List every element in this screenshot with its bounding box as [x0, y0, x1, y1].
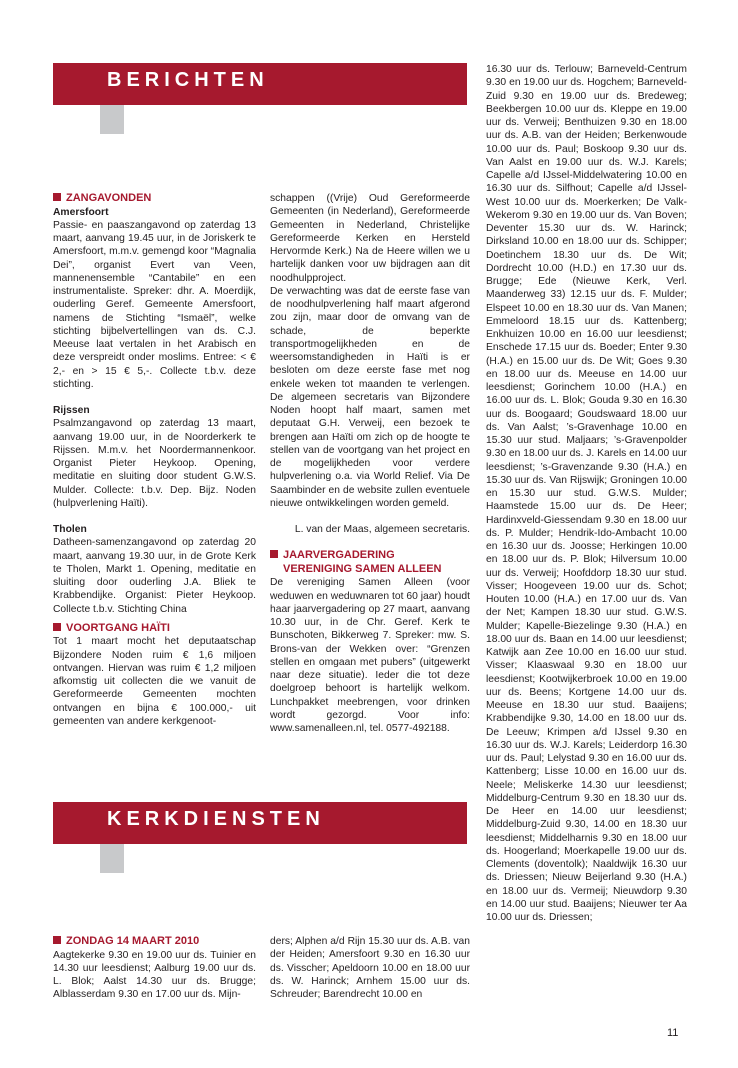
bullet-square-icon [53, 936, 61, 944]
voortgang-continued-2: De verwachting was dat de eerste fase van de noodhulpverlening half maart afgerond zou zijn, maar door de omvang van de schade, de beperkte transportmogelijkheden en de weersomstandigheden in Haïti is er besloten om deze eerste fase met nog enkele weken tot maanden te verlengen. De algemeen secretaris van Bijzondere Noden hoopt half maart, samen met deputaat G.H. Verweij, een bezoek te brengen aan Haïti om zich op de hoogte te stellen van de voortgang van het project en de mogelijkheden voor verdere hulpverlening o.a. via World Relief. Via De Saambinder en de website zullen eventuele nieuwe ontwikkelingen worden gemeld. [270, 285, 470, 509]
column-3 [486, 63, 687, 924]
signature: L. van der Maas, algemeen secretaris. [294, 524, 470, 535]
amersfoort-title: Amersfoort [53, 206, 109, 218]
kerkdiensten-text-3: 16.30 uur ds. Terlouw; Barneveld-Centrum 9.30 en 19.00 uur ds. Hogchem; Barneveld-Zuid 9.30 en 19.00 uur ds. Bredeweg; Beekbergen 10.00 uur ds. Kleppe en 19.00 uur ds. Verweij; Benthuizen 9.30 en 18.00 uur ds. A.B. van der Heiden; Berkenwoude 10.00 uur ds. Paul; Boskoop 9.30 uur ds. Van Aalst en 19.00 uur ds. W.J. Karels; Capelle a/d IJssel-Middelwatering 10.00 en 16.30 uur ds. Silfhout; Capelle a/d IJssel-West 10.00 uur ds. Moerkerken; De Valk-Wekerom 9.30 en 19.00 uur ds. Van Boven; Deventer 15.30 uur ds. W. Harinck; Dirksland 10.00 en 18.00 uur ds. Schipper; Doetinchem 18.30 uur ds. De Wit; Dordrecht 10.00 (H.D.) en 17.30 uur ds. Brugge; Ede (Nieuwe Kerk, Verl. Maanderweg 33) 12.15 uur ds. F. Mulder; Elspeet 10.00 en 18.30 uur ds. Van Manen; Emmeloord 18.15 uur ds. Kattenberg; Enkhuizen 10.00 en 16.00 uur leesdienst; Enschede 17.15 uur ds. Boeder; Enter 9.30 (H.A.) en 15.00 uur ds. De Wit; Goes 9.30 en 18.00 uur ds. Meeuse en 14.00 uur leesdienst; Gorinchem 10.00 (H.A.) en 16.00 uur ds. L. Blok; Gouda 9.30 en 16.30 uur ds. Boogaard; Goudswaard 18.00 uur ds. Van Aalst; ’s-Gravenhage 10.00 en 15.30 uur stud. Maljaars; ’s-Gravenpolder 9.30 en 18.00 uur ds. J. Karels en 14.00 uur leesdienst; ’s-Gravenzande 9.30 (H.A.) en 15.30 uur ds. Van Rijswijk; Groningen 10.00 en 15.30 uur stud. G.W.S. Mulder; Haamstede 15.00 uur ds. De Heer; Hardinxveld-Giessendam 9.30 en 18.00 uur ds. P. Mulder; Hendrik-Ido-Ambacht 10.00 en 16.30 uur ds. Joosse; Herkingen 10.00 en 18.00 uur ds. P. Blok; Hilversum 10.00 uur ds. Verweij; Hoofddorp 18.30 uur stud. Visser; Hoogeveen 19.00 uur ds. Schot; Houten 10.00 (H.A.) en 17.00 uur ds. Van der Net; Kampen 18.30 uur stud. G.W.S. Mulder; Kapelle-Biezelinge 9.30 (H.A.) en 18.00 uur ds. Baan en 14.00 uur leesdienst; Katwijk aan Zee 10.00 en 16.00 uur stud. Visser; Klaaswaal 9.30 en 18.00 uur leesdienst; Kootwijkerbroek 10.00 en 19.00 uur ds. Beens; Kortgene 14.00 uur ds. Meeuse en 18.30 uur stud. Baaijens; Krabbendijke 9.30, 14.00 en 18.00 uur ds. De Leeuw; Krimpen a/d IJssel 9.30 en 16.30 uur ds. W.J. Karels; Leiderdorp 16.30 uur ds. Paul; Lelystad 9.30 en 16.00 uur ds. Kattenberg; Lisse 10.00 en 16.00 uur ds. Neele; Meliskerke 14.30 uur leesdienst; Middelburg-Centrum 9.30 en 18.30 uur ds. De Heer en 14.00 uur leesdienst; Middelburg-Zuid 9.30, 14.00 en 18.30 uur leesdienst; Middelharnis 9.30 en 18.00 uur ds. Hoogerland; Moerkapelle 19.00 uur ds. Clements (doventolk); Naaldwijk 16.30 uur ds. Driessen; Nieuw Beijerland 9.30 (H.A.) en 18.00 uur ds. Vermeij; Nieuwdorp 9.30 en 14.00 uur stud. Baaijens; Nieuwer ter Aa 10.00 uur ds. Driessen; [486, 64, 687, 923]
bullet-square-icon [53, 623, 61, 631]
rijssen-text: Psalmzangavond op zaterdag 13 maart, aanvang 19.00 uur, in de Noorderkerk te Rijssen. M.m.v. het Noordermannenkoor. Organist Pieter Heykoop. Opening, meditatie en sluiting door student G.W.S. Mulder. Collecte: t.b.v. Dep. Bijz. Noden (hulpverlening Haïti). [53, 418, 256, 509]
decorative-white-square [53, 844, 100, 873]
tholen-title: Tholen [53, 524, 87, 535]
jaarvergadering-text: De vereniging Samen Alleen (voor weduwen en weduwnaren tot 60 jaar) houdt haar jaarvergadering op 27 maart, aanvang 10.30 uur, in de Chr. Geref. Kerk te Bunschoten, Bikkerweg 7. Spreker: mw. S. Brons-van der Wekken over: “Grenzen stellen en omgaan met pubers” (uitgewerkt naar deze situatie). Ieder die tot deze doelgroep behoort is hartelijk welkom. Lunchpakket meebrengen, voor drinken wordt gezorgd. Voor info: www.samenalleen.nl, tel. 0577-492188. [270, 577, 470, 734]
kerkdiensten-banner [53, 802, 467, 844]
tholen-text: Datheen-samenzangavond op zaterdag 20 maart, aanvang 19.30 uur, in de Grote Kerk te Tholen, Markt 1. Opening, meditatie en sluiting door ouderling J.A. Bliek te Krabbendijke. Organist: Pieter Heykoop. Collecte t.b.v. Stichting China [53, 537, 256, 615]
jaarvergadering-heading: JAARVERGADERING VERENIGING SAMEN ALLEEN [270, 549, 470, 576]
zondag-heading: ZONDAG 14 MAART 2010 [53, 935, 256, 949]
bullet-square-icon [53, 193, 61, 201]
page-number: 11 [667, 1027, 679, 1039]
rijssen-title: Rijssen [53, 405, 90, 416]
column-2 [270, 192, 470, 735]
berichten-title: BERICHTEN [107, 69, 269, 91]
voortgang-continued-1: schappen ((Vrije) Oud Gereformeerde Gemeenten (in Nederland), Gereformeerde Gemeenten in Nederland, Christelijke Gereformeerde Kerken en Hersteld Hervormde Kerk.) Na de Heere willen we u hartelijk danken voor uw bijdragen aan dit noodhulpproject. [270, 193, 470, 284]
kerkdiensten-text-2: ders; Alphen a/d Rijn 15.30 uur ds. A.B. van der Heiden; Amersfoort 9.30 en 16.30 uur ds. Visscher; Apeldoorn 10.00 en 18.00 uur ds. W. Harinck; Arnhem 15.00 uur ds. Schreuder; Barendrecht 10.00 en [270, 936, 470, 1000]
voortgang-heading: VOORTGANG HAÏTI [53, 622, 256, 636]
voortgang-text: Tot 1 maart mocht het deputaatschap Bijzondere Noden ruim € 1,6 miljoen ontvangen. Hiervan was ruim € 1,2 miljoen afkomstig uit collecten die we vanuit de Gereformeerde Gemeenten mochten ontvangen en bijna € 100.000,- uit gemeenten van andere kerkgenoot- [53, 636, 256, 727]
amersfoort-text: Passie- en paaszangavond op zaterdag 13 maart, aanvang 19.45 uur, in de Joriskerk te Amersfoort, m.m.v. gemengd koor “Magnalia Dei”, organist Evert van Veen, mannenensemble “Cantabile” en een instrumentaliste. Spreker: dhr. A. Moerdijk, ouderling Geref. Gemeente Amersfoort, namens de Stichting “Ismaël”, welke stichting bijbelvertellingen van ds. C.J. Meeuse laat vertalen in het Arabisch en deze verspreidt onder moslims. Entree: < € 2,- en > 15 € 5,-. Collecte t.b.v. deze stichting. [53, 219, 256, 390]
bullet-square-icon [270, 550, 278, 558]
kerkdiensten-column-1 [53, 935, 256, 1002]
kerkdiensten-title: KERKDIENSTEN [107, 808, 325, 830]
kerkdiensten-column-2 [270, 935, 470, 1001]
zangavonden-heading: ZANGAVONDEN [53, 192, 256, 206]
kerkdiensten-text-1: Aagtekerke 9.30 en 19.00 uur ds. Tuinier en 14.30 uur leesdienst; Aalburg 19.00 uur ds. L. Blok; Aalst 14.30 uur ds. Brugge; Alblasserdam 9.30 en 17.00 uur ds. Mijn- [53, 949, 256, 1001]
berichten-banner [53, 63, 467, 105]
column-1 [53, 192, 256, 728]
decorative-white-square [53, 105, 100, 134]
